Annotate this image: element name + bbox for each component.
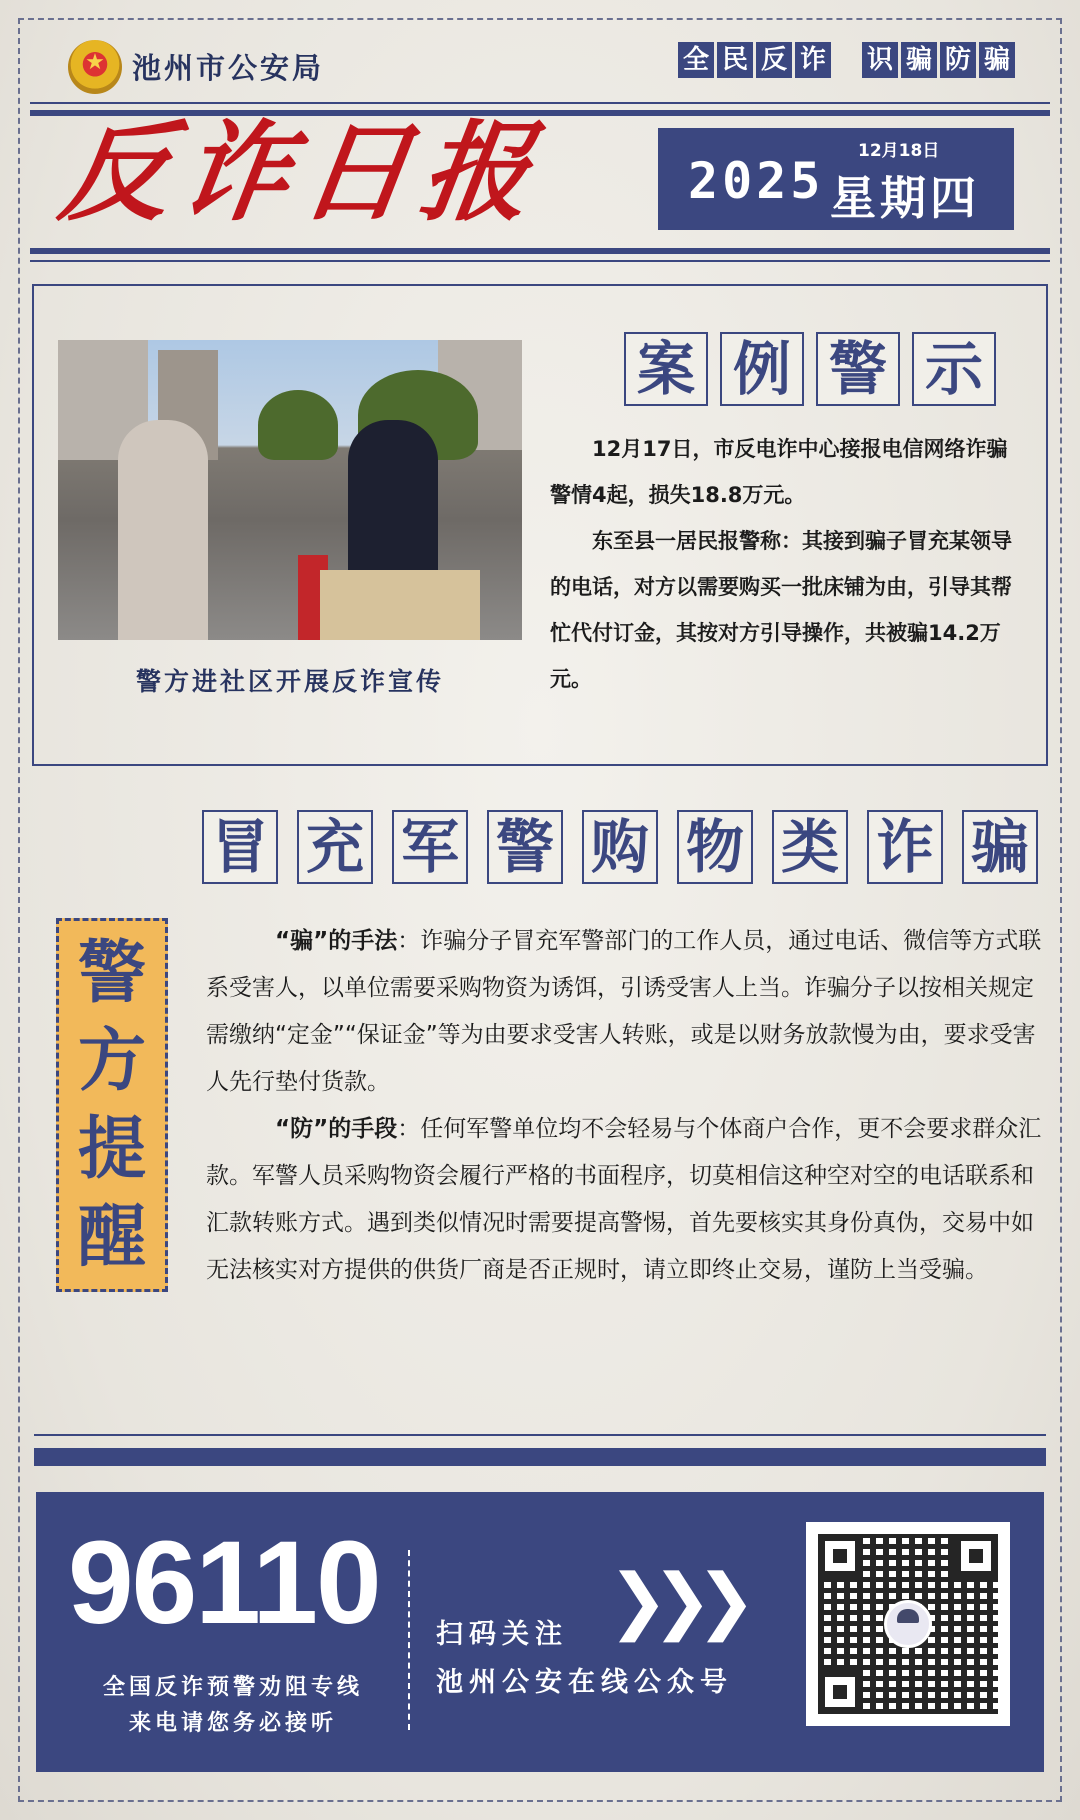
date-weekday: 星期四 bbox=[830, 171, 980, 225]
date-year: 2025 bbox=[688, 152, 825, 210]
topic-text bbox=[206, 918, 1052, 1294]
heading-char: 冒 bbox=[202, 810, 278, 884]
footer-divider bbox=[408, 1550, 410, 1730]
scan-text: 池州公安在线公众号 bbox=[436, 1667, 733, 1698]
header-rule bbox=[30, 102, 1050, 104]
prevention-text: ：任何军警单位均不会轻易与个体商户合作，更不会要求群众汇款。军警人员采购物资会履行严格的书面程序，切莫相信这种空对空的电话联系和汇款转账方式。遇到类似情况时需要提高警惕，首先要核实其身份真伪，交易中如无法核实对方提供的供货厂商是否正规时，请立即终止交易，谨防上当受骗。 bbox=[206, 1116, 1042, 1283]
slogan-char: 全 bbox=[678, 42, 714, 78]
title-char: 日 bbox=[293, 110, 415, 236]
reminder-char: 警 bbox=[77, 933, 146, 1013]
slogan-char: 防 bbox=[940, 42, 976, 78]
police-reminder-badge bbox=[56, 918, 168, 1292]
slogan-left bbox=[678, 42, 831, 78]
heading-char: 购 bbox=[582, 810, 658, 884]
slogan-char: 识 bbox=[862, 42, 898, 78]
prevention-paragraph bbox=[206, 1106, 1052, 1294]
heading-char: 骗 bbox=[962, 810, 1038, 884]
topic-heading bbox=[202, 810, 1038, 884]
heading-char: 军 bbox=[392, 810, 468, 884]
footer-panel bbox=[36, 1492, 1044, 1772]
title-char: 诈 bbox=[173, 110, 295, 236]
hotline-desc: 全国反诈预警劝阻专线 bbox=[102, 1675, 363, 1700]
heading-char: 示 bbox=[912, 332, 996, 406]
reminder-char: 醒 bbox=[77, 1197, 146, 1277]
scan-text: 扫码关注 bbox=[436, 1619, 568, 1650]
slogan-char: 骗 bbox=[979, 42, 1015, 78]
title-char: 报 bbox=[413, 110, 535, 236]
case-paragraph: 东至县一居民报警称：其接到骗子冒充某领导的电话，对方以需要购买一批床铺为由，引导其帮忙代付订金，其按对方引导操作，共被骗14.2万元。 bbox=[550, 529, 1012, 691]
header-rule bbox=[30, 248, 1050, 254]
case-paragraph: 12月17日，市反电诈中心接报电信网络诈骗警情4起，损失18.8万元。 bbox=[550, 437, 1008, 507]
org-name: 池州市公安局 bbox=[132, 51, 325, 85]
heading-char: 诈 bbox=[867, 810, 943, 884]
chevron-right-icon: ❯ ❯ ❯ bbox=[608, 1558, 757, 1642]
header-rule bbox=[30, 260, 1050, 262]
scam-method-paragraph bbox=[206, 918, 1052, 1106]
reminder-char: 提 bbox=[77, 1109, 146, 1189]
police-avatar-icon bbox=[884, 1600, 932, 1648]
community-photo bbox=[58, 340, 522, 640]
slogan-char: 诈 bbox=[795, 42, 831, 78]
scam-method-text: ：诈骗分子冒充军警部门的工作人员，通过电话、微信等方式联系受害人，以单位需要采购物资为诱饵，引诱受害人上当。诈骗分子以按相关规定需缴纳“定金”“保证金”等为由要求受害人转账，或是以财务放款慢为由，要求受害人先行垫付货款。 bbox=[206, 928, 1042, 1095]
case-text bbox=[550, 426, 1028, 702]
reminder-char: 方 bbox=[77, 1021, 146, 1101]
photo-caption: 警方进社区开展反诈宣传 bbox=[135, 667, 444, 696]
heading-char: 物 bbox=[677, 810, 753, 884]
prevention-label: “防”的手段 bbox=[275, 1116, 398, 1142]
footer-bar bbox=[34, 1448, 1046, 1466]
heading-char: 类 bbox=[772, 810, 848, 884]
title-char: 反 bbox=[53, 110, 175, 236]
date-month-day: 12月18日 bbox=[858, 141, 940, 161]
slogan-char: 反 bbox=[756, 42, 792, 78]
qr-code[interactable] bbox=[806, 1522, 1010, 1726]
hotline-desc: 来电请您务必接听 bbox=[128, 1711, 337, 1736]
heading-char: 警 bbox=[816, 332, 900, 406]
newspaper-title bbox=[53, 108, 535, 238]
police-emblem-icon: ★ bbox=[68, 40, 122, 94]
heading-char: 例 bbox=[720, 332, 804, 406]
case-heading bbox=[624, 332, 996, 406]
slogan-char: 民 bbox=[717, 42, 753, 78]
slogan-right bbox=[862, 42, 1015, 78]
slogan-char: 骗 bbox=[901, 42, 937, 78]
hotline-number: 96110 bbox=[68, 1517, 380, 1649]
heading-char: 案 bbox=[624, 332, 708, 406]
scam-method-label: “骗”的手法 bbox=[275, 928, 398, 954]
heading-char: 警 bbox=[487, 810, 563, 884]
date-box bbox=[658, 128, 1014, 230]
footer-rule bbox=[34, 1434, 1046, 1436]
heading-char: 充 bbox=[297, 810, 373, 884]
